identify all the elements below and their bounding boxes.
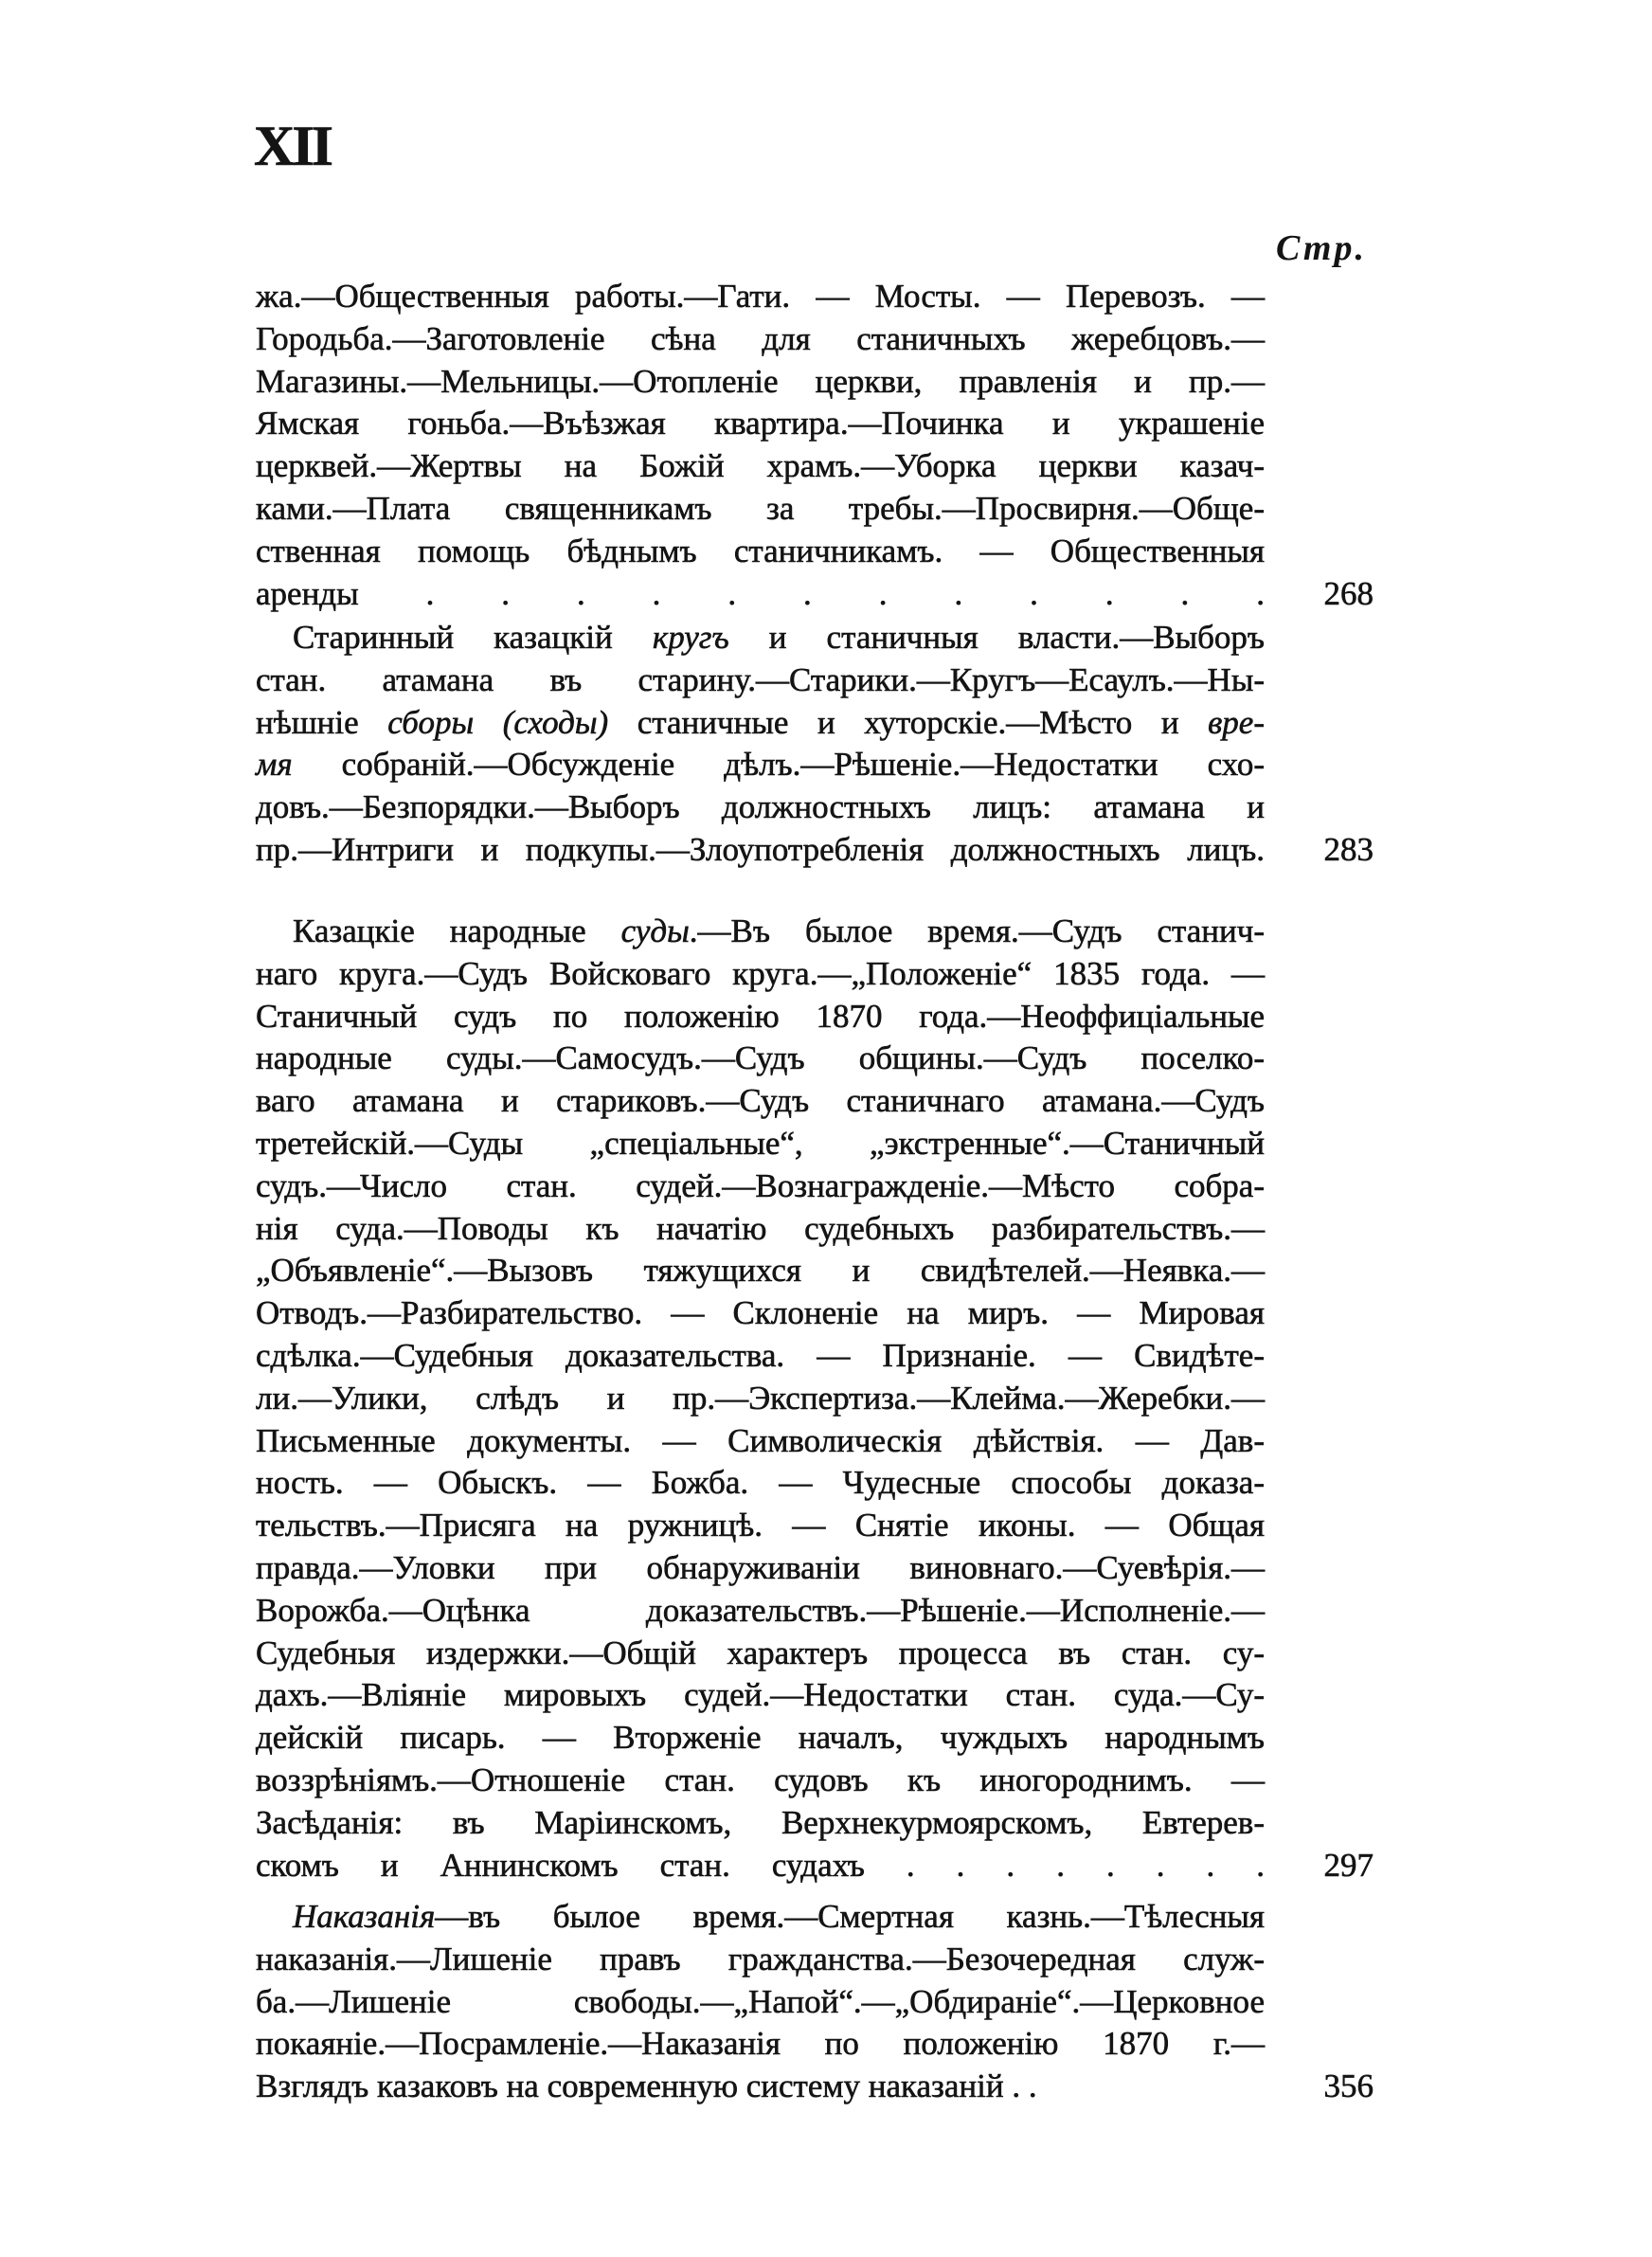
toc-line: народные суды.—Самосудъ.—Судъ общины.—Судъ поселко-: [256, 1039, 1265, 1077]
toc-entry: [256, 911, 1374, 1887]
toc-emphasis: мя: [256, 746, 293, 784]
toc-entry-text: [256, 276, 1265, 615]
toc-line: церквей.—Жертвы на Божій храмъ.—Уборка церкви казач-: [256, 447, 1265, 485]
toc-page-number: 297: [1323, 1846, 1374, 1884]
toc-line: Ворожба.—Оцѣнка доказательствъ.—Рѣшеніе.—Исполненіе.—: [256, 1591, 1265, 1629]
toc-line: дейскій писарь. — Вторженіе началъ, чуждыхъ народнымъ: [256, 1719, 1265, 1757]
toc-line: правда.—Уловки при обнаруживаніи виновнаго.—Суевѣрія.—: [256, 1548, 1265, 1586]
toc-entry-text: [256, 1896, 1265, 2108]
toc-line: нія суда.—Поводы къ начатію судебныхъ разбирательствъ.—: [256, 1209, 1265, 1247]
toc-emphasis: вре-: [1208, 703, 1265, 741]
toc-line: [256, 617, 1265, 659]
toc-line: ваго атамана и стариковъ.—Судъ станичнаго атамана.—Судъ: [256, 1082, 1265, 1120]
toc-page-number: 268: [1323, 574, 1374, 612]
toc-line: жа.—Общественныя работы.—Гати. — Мосты. — Перевозъ. —: [256, 278, 1265, 315]
toc-line: аренды . . . . . . . . . . . .: [256, 574, 1265, 612]
page-folio: XII: [254, 115, 332, 177]
toc-page-number: 356: [1323, 2067, 1374, 2105]
toc-emphasis: суды: [620, 912, 690, 949]
toc-entry-text: [256, 617, 1265, 872]
toc-line: ность. — Обыскъ. — Божба. — Чудесные способы доказа-: [256, 1464, 1265, 1502]
toc-emphasis: сборы (сходы): [387, 703, 609, 741]
toc-line: воззрѣніямъ.—Отношеніе стан. судовъ къ иногороднимъ. —: [256, 1760, 1265, 1798]
toc-line: Засѣданія: въ Маріинскомъ, Верхнекурмоярскомъ, Евтерев-: [256, 1803, 1265, 1841]
toc-line: судъ.—Число стан. судей.—Вознагражденіе.—Мѣсто собра-: [256, 1166, 1265, 1204]
toc-line: ли.—Улики, слѣдъ и пр.—Экспертиза.—Клейма.—Жеребки.—: [256, 1379, 1265, 1417]
toc-line: Городьба.—Заготовленіе сѣна для станичныхъ жеребцовъ.—: [256, 319, 1265, 357]
toc-line: наго круга.—Судъ Войсковаго круга.—„Положеніе“ 1835 года. —: [256, 954, 1265, 992]
toc-line: [256, 1896, 1265, 1939]
toc-line: наказанія.—Лишеніе правъ гражданства.—Безочередная служ-: [256, 1940, 1265, 1977]
toc-line: Магазины.—Мельницы.—Отопленіе церкви, правленія и пр.—: [256, 362, 1265, 400]
toc-line: пр.—Интриги и подкупы.—Злоупотребленія должностныхъ лицъ.: [256, 830, 1265, 868]
toc-page-number: 283: [1323, 830, 1374, 868]
toc-text: станичные и хуторскіе.—Мѣсто и: [608, 703, 1209, 741]
toc-line: Отводъ.—Разбирательство. — Склоненіе на миръ. — Мировая: [256, 1294, 1265, 1332]
toc-line: сдѣлка.—Судебныя доказательства. — Признаніе. — Свидѣте-: [256, 1336, 1265, 1374]
toc-line: Судебныя издержки.—Общій характеръ процесса въ стан. су-: [256, 1634, 1265, 1671]
toc-line: дахъ.—Вліяніе мировыхъ судей.—Недостатки стан. суда.—Су-: [256, 1676, 1265, 1714]
toc-entry: [256, 276, 1374, 615]
toc-line: покаяніе.—Посрамленіе.—Наказанія по положенію 1870 г.—: [256, 2025, 1265, 2063]
toc-text: нѣшніе: [256, 703, 388, 741]
toc-entry: [256, 617, 1374, 872]
page-column-header: Стр.: [1276, 228, 1367, 268]
toc-line: Ямская гоньба.—Въѣзжая квартира.—Починка и украшеніе: [256, 405, 1265, 442]
toc-text: и станичныя власти.—Выборъ: [728, 619, 1265, 656]
toc-text: Старинный казацкій: [293, 619, 653, 656]
toc-line: Письменные документы. — Символическія дѣйствія. — Дав-: [256, 1421, 1265, 1459]
toc-line: ственная помощь бѣднымъ станичникамъ. — Общественныя: [256, 532, 1265, 569]
toc-text: Казацкіе народные: [293, 912, 621, 949]
toc-line: ба.—Лишеніе свободы.—„Напой“.—„Обдираніе“.—Церковное: [256, 1982, 1265, 2020]
toc-line: Взглядъ казаковъ на современную систему наказаній . .: [256, 2067, 1037, 2105]
toc-line: [256, 744, 1265, 786]
toc-emphasis: кругъ: [652, 619, 729, 656]
toc-line: скомъ и Аннинскомъ стан. судахъ . . . . . . . .: [256, 1846, 1265, 1884]
toc-line: [256, 911, 1265, 953]
toc-line: „Объявленіе“.—Вызовъ тяжущихся и свидѣтелей.—Неявка.—: [256, 1252, 1265, 1290]
toc-line: третейскій.—Суды „спеціальные“, „экстренные“.—Станичный: [256, 1124, 1265, 1162]
toc-entry: [256, 1896, 1374, 2108]
toc-line: стан. атамана въ старину.—Старики.—Кругъ—Есаулъ.—Ны-: [256, 660, 1265, 698]
toc-emphasis: Наказанія: [293, 1898, 436, 1935]
toc-line: Станичный судъ по положенію 1870 года.—Неоффиціальные: [256, 997, 1265, 1035]
toc-text: собраній.—Обсужденіе дѣлъ.—Рѣшеніе.—Недостатки схо-: [292, 746, 1265, 784]
toc-text: —въ былое время.—Смертная казнь.—Тѣлесныя: [435, 1898, 1265, 1935]
toc-line: тельствъ.—Присяга на ружницѣ. — Снятіе иконы. — Общая: [256, 1507, 1265, 1544]
toc-text: .—Въ былое время.—Судъ станич-: [689, 912, 1265, 949]
toc-entry-text: [256, 911, 1265, 1887]
toc-line: ками.—Плата священникамъ за требы.—Просвирня.—Обще-: [256, 489, 1265, 527]
toc-line: [256, 702, 1265, 745]
toc-line: довъ.—Безпорядки.—Выборъ должностныхъ лицъ: атамана и: [256, 788, 1265, 826]
